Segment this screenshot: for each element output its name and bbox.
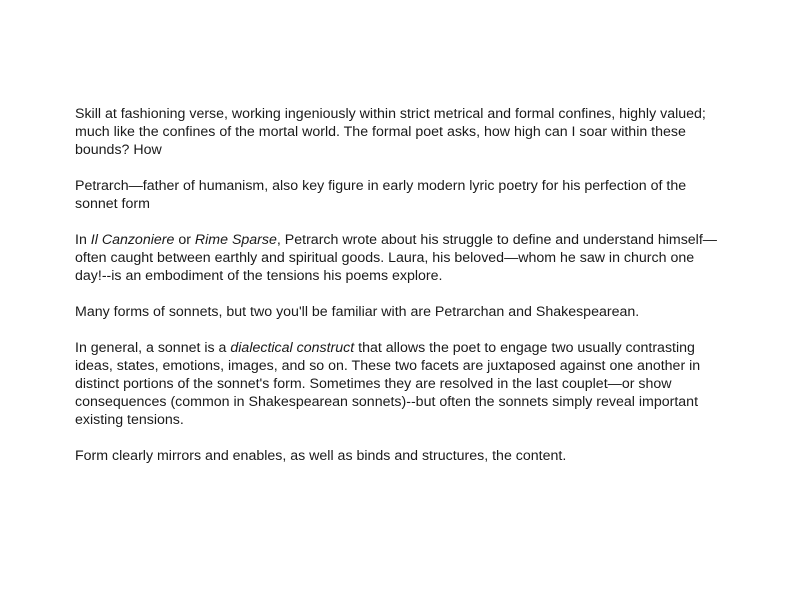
paragraph-text: In: [75, 232, 91, 248]
paragraph-canzoniere: [75, 231, 725, 285]
paragraph-dialectical: [75, 339, 725, 429]
paragraph-text: that allows the poet to engage two usually contrasting ideas, states, emotions, images, and so on. These two facets are juxtaposed against one another in distinct portions of the sonnet's form. Sometimes they are resolved in the last couplet—or show consequences (common in Shakespearean sonnets)--but often the sonnets simply reveal important existing tensions.: [75, 340, 701, 428]
book-title-il-canzoniere: Il Canzoniere: [90, 232, 175, 248]
paragraph-sonnet-forms: Many forms of sonnets, but two you'll be familiar with are Petrarchan and Shakespearean.: [75, 304, 640, 320]
paragraph-form-content: Form clearly mirrors and enables, as well as binds and structures, the content.: [75, 448, 567, 464]
paragraph-verse-skill: Skill at fashioning verse, working ingeniously within strict metrical and formal confines, highly valued; much like the confines of the mortal world. The formal poet asks, how high can I soar within these bounds? How: [75, 106, 706, 158]
paragraph-text: , Petrarch wrote about his struggle to define and understand himself—often caught between earthly and spiritual goods. Laura, his beloved—whom he saw in church one day!--is an embodiment of the tensions his poems explore.: [75, 232, 717, 284]
paragraph-petrarch: Petrarch—father of humanism, also key figure in early modern lyric poetry for his perfection of the sonnet form: [75, 178, 687, 212]
paragraph-text: In general, a sonnet is a: [75, 340, 231, 356]
term-dialectical-construct: dialectical construct: [230, 340, 355, 356]
body-text: [75, 105, 725, 465]
book-title-rime-sparse: Rime Sparse: [194, 232, 277, 248]
paragraph-text: or: [174, 232, 195, 248]
